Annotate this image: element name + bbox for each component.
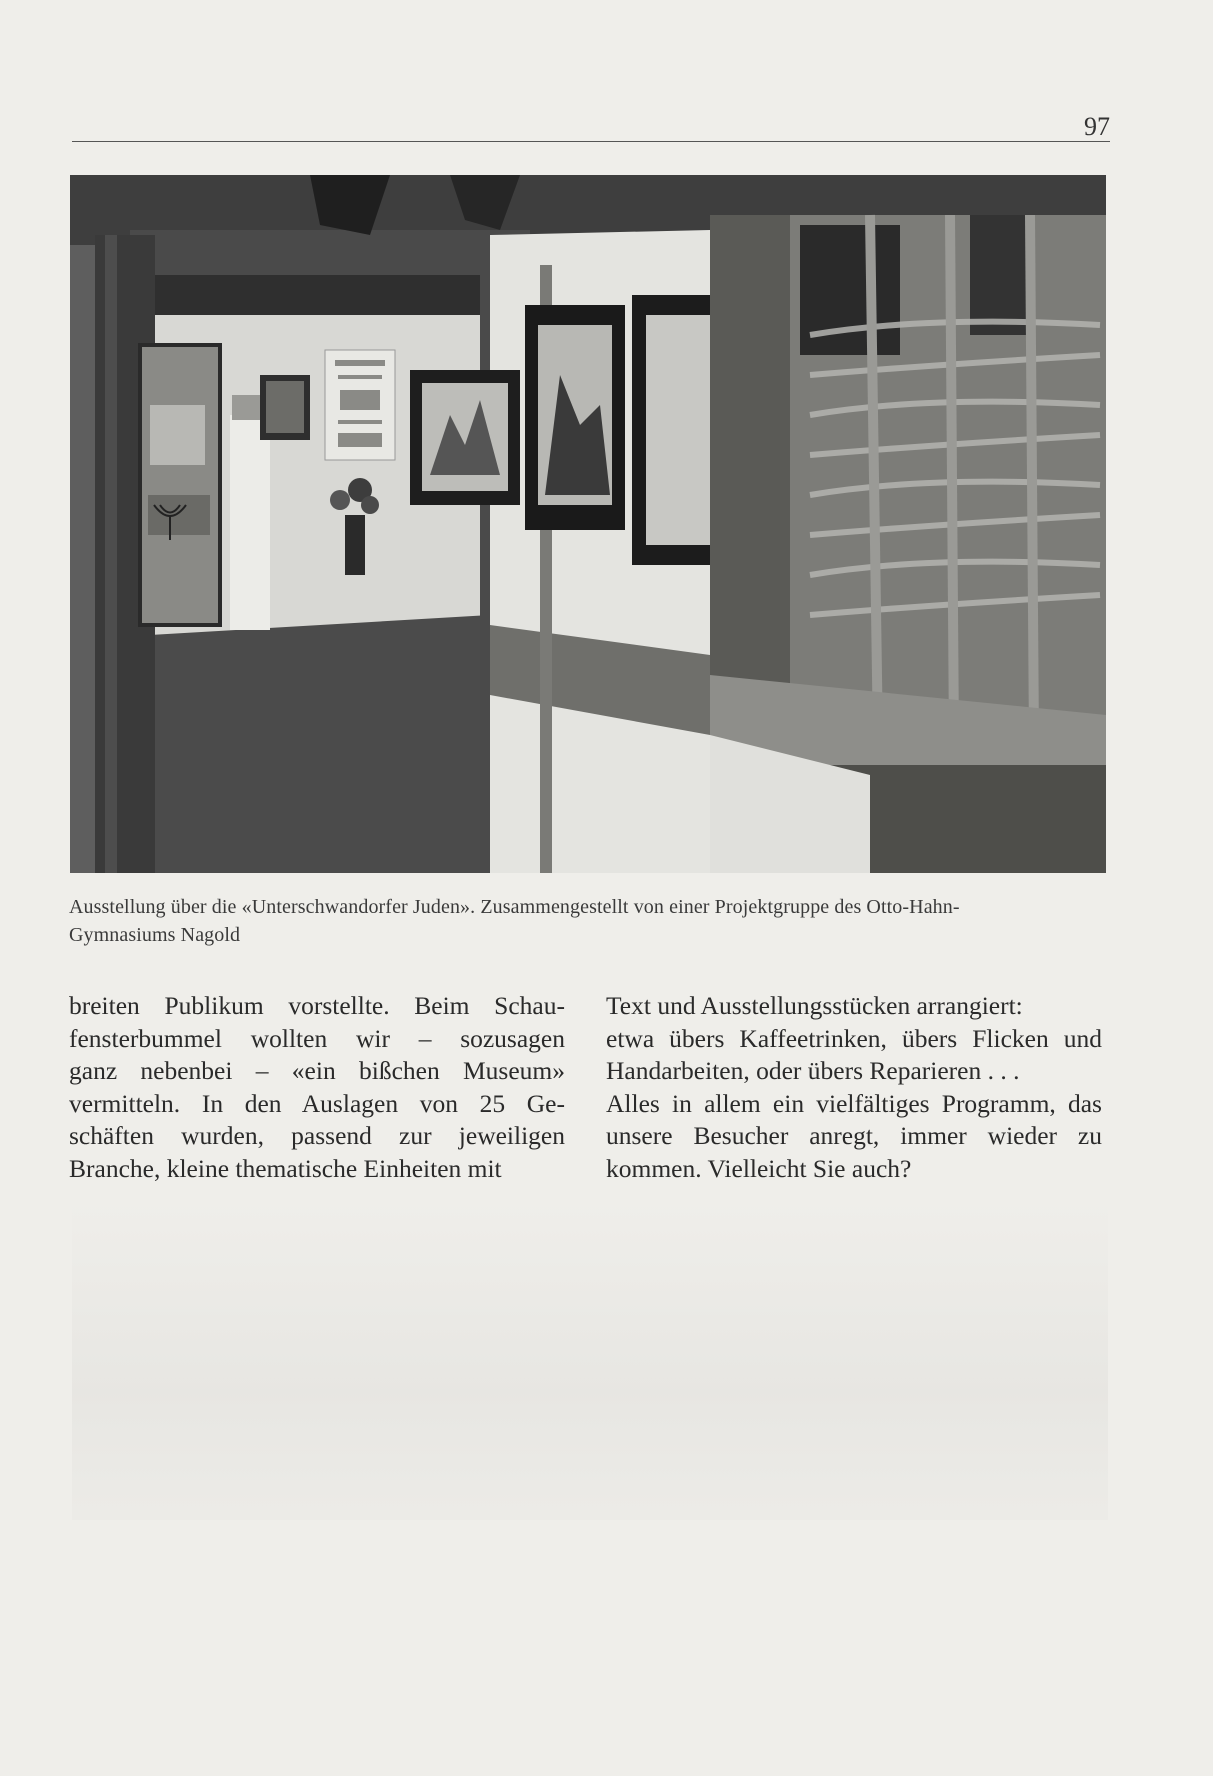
header-rule [72, 141, 1110, 142]
text-line: unsere Besucher anregt, immer wieder zu [606, 1121, 1102, 1150]
caption-line: Ausstellung über die «Unterschwandorfer Juden». Zusammengestellt von einer Projektgruppe des Otto-Hahn- [69, 896, 960, 918]
text-line: Branche, kleine thematische Einheiten mit [69, 1153, 502, 1183]
text-line: schäften wurden, passend zur jeweiligen [69, 1121, 565, 1150]
text-line: Handarbeiten, oder übers Reparieren . . . [606, 1056, 1020, 1085]
caption-line: Gymnasiums Nagold [69, 924, 241, 946]
show-through-shading [72, 1200, 1108, 1520]
text-line: breiten Publikum vorstellte. Beim Schau- [69, 991, 565, 1020]
article-right-column [606, 990, 1102, 1185]
figure-caption [69, 893, 1109, 949]
article-left-column [69, 990, 565, 1185]
text-line: vermitteln. In den Auslagen von 25 Ge- [69, 1088, 565, 1118]
text-line: ganz nebenbei – «ein bißchen Museum» [69, 1056, 565, 1085]
text-line: Text und Ausstellungsstücken arrangiert: [606, 991, 1023, 1020]
text-line: Alles in allem ein vielfältiges Programm, das [606, 1088, 1102, 1118]
page-number: 97 [1084, 112, 1110, 141]
text-line: fensterbummel wollten wir – sozusagen [69, 1023, 565, 1053]
text-line: kommen. Vielleicht Sie auch? [606, 1153, 912, 1183]
text-line: etwa übers Kaffeetrinken, übers Flicken und [606, 1023, 1102, 1053]
exhibition-photo [70, 175, 1106, 873]
